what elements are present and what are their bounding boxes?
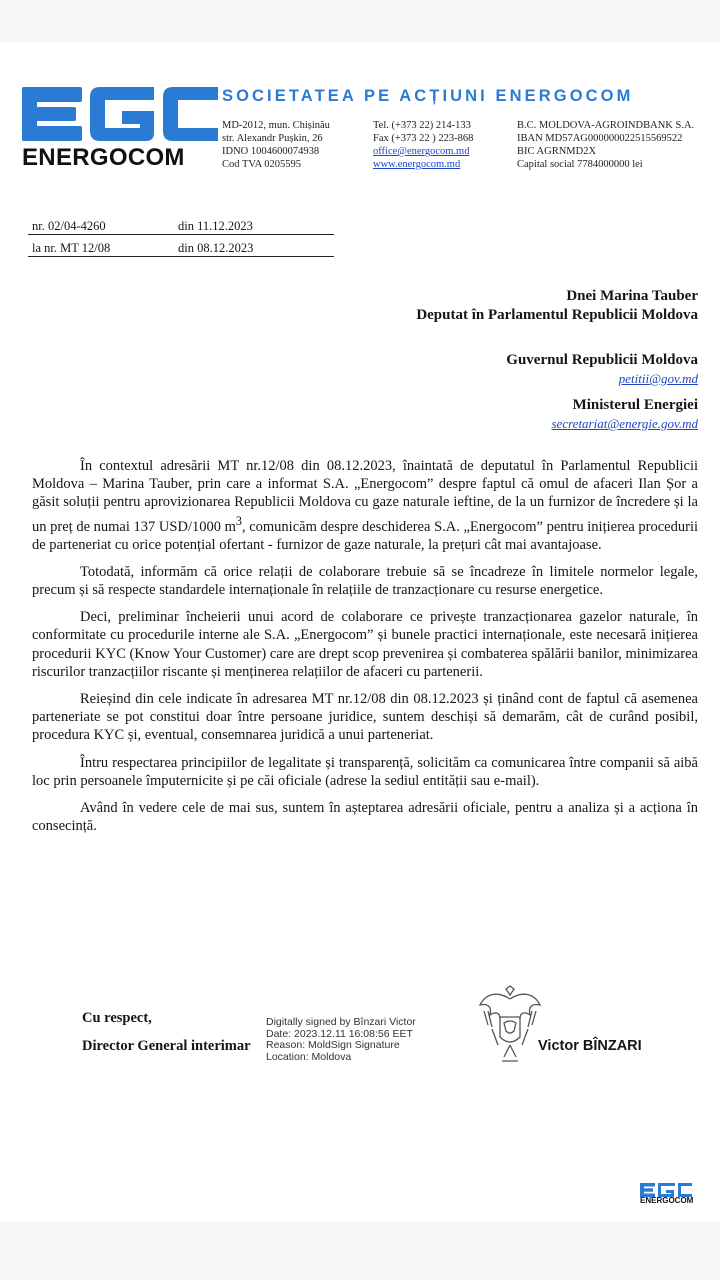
footer-wordmark: ENERGOCOM: [640, 1196, 694, 1205]
paragraph: În contextul adresării MT nr.12/08 din 08.12.2023, înaintată de deputatul în Parlamentul Republicii Moldova – Marina Tauber, prin care a informat S.A. „Energocom” despre faptul că omul de afaceri Ilan Șor a găsit soluții pentru aprovizionarea Republicii Moldova cu gaze naturale ieftine, de la un furnizor de încredere și la un preț de numai 137 USD/1000 $m^3$, comunicăm despre deschiderea S.A. „Energocom” pentru inițierea procedurii de parteneriat cu orice potențial ofertant - furnizor de gaze naturale, la prețuri cât mai avantajoase.: [32, 458, 698, 553]
capital-line: Capital social 7784000000 lei: [517, 159, 643, 170]
bic-line: BIC AGRNMD2X: [517, 146, 597, 157]
company-name: SOCIETATEA PE ACȚIUNI ENERGOCOM: [222, 87, 634, 105]
addressee-title: Deputat în Parlamentul Republicii Moldova: [416, 307, 698, 323]
bottom-margin-band: [0, 1222, 720, 1280]
letter-body: [32, 457, 698, 844]
digital-signature-block: [266, 1017, 416, 1063]
registration-underline: [28, 234, 334, 235]
signatory-role: Director General interimar: [82, 1038, 251, 1054]
registration-underline: [28, 256, 334, 257]
logo-wordmark: ENERGOCOM: [22, 144, 185, 171]
idno-line: IDNO 1004600074938: [222, 146, 320, 157]
addressee-ministry: Ministerul Energiei: [572, 397, 698, 413]
email-link[interactable]: office@energocom.md: [373, 146, 470, 157]
digital-signature-line: Location: Moldova: [266, 1050, 352, 1063]
company-address-block: [222, 119, 330, 171]
contacts-block: [373, 119, 473, 171]
digital-signature-line: Reason: MoldSign Signature: [266, 1039, 400, 1052]
moldova-coat-of-arms-icon: [478, 985, 542, 1067]
paragraph: Totodată, informăm că orice relații de colaborare trebuie să se încadreze în limitele normelor legale, precum și să respecte standardele internaționale în relațiile de tranzacționare cu resurse energetice.: [32, 563, 698, 599]
egc-logo: [22, 84, 218, 144]
top-margin-band: [0, 0, 720, 42]
website-link[interactable]: www.energocom.md: [373, 159, 461, 170]
paragraph: Reieșind din cele indicate în adresarea MT nr.12/08 din 08.12.2023 și ținând cont de faptul că asemenea parteneriate se pot constitui doar între persoane juridice, suntem deschiși să demarăm, cât de curând posibil, procedura KYC și, eventual, consemnarea juridică a unui parteneriat.: [32, 691, 698, 744]
digital-signature-line: Date: 2023.12.11 16:08:56 EET: [266, 1027, 413, 1040]
address-line: str. Alexandr Pușkin, 26: [222, 133, 323, 144]
addressee-name: Dnei Marina Tauber: [566, 288, 698, 304]
paragraph: Deci, preliminar încheierii unui acord de colaborare ce privește tranzacționarea gazelor naturale, în conformitate cu procedurile interne ale S.A. „Energocom” și bunele practici internaționale, este necesară inițierea procedurii KYC (Know Your Customer) care are drept scop prevenirea și combaterea spălării banilor, minimizarea riscurilor tranzacțiilor riscante și menținerea relațiilor de afaceri cu partenerii.: [32, 609, 698, 680]
signatory-name: Victor BÎNZARI: [538, 1038, 642, 1054]
outgoing-date: din 11.12.2023: [178, 219, 253, 233]
vat-line: Cod TVA 0205595: [222, 159, 301, 170]
digital-signature-line: Digitally signed by Bînzari Victor: [266, 1016, 416, 1028]
closing-text: Cu respect,: [82, 1010, 152, 1026]
ministry-email-link[interactable]: secretariat@energie.gov.md: [551, 416, 698, 431]
bank-name: B.C. MOLDOVA-AGROINDBANK S.A.: [517, 120, 695, 131]
iban-line: IBAN MD57AG000000022515569522: [517, 133, 683, 144]
address-line: MD-2012, mun. Chișinău: [222, 120, 330, 131]
paragraph: Având în vedere cele de mai sus, suntem în așteptarea adresării oficiale, pentru a analiza și a acționa în consecință.: [32, 800, 698, 835]
reference-number: la nr. MT 12/08: [32, 241, 111, 255]
outgoing-number: nr. 02/04-4260: [32, 219, 106, 233]
fax-line: Fax (+373 22 ) 223-868: [373, 133, 474, 144]
government-email-link[interactable]: petitii@gov.md: [618, 371, 698, 386]
paragraph: Întru respectarea principiilor de legalitate și transparență, solicităm ca comunicarea între companii să aibă loc prin persoanele împuternicite și pe căi oficiale (adrese la sediul entității sau e-mail).: [32, 754, 698, 789]
phone-line: Tel. (+373 22) 214-133: [373, 120, 471, 131]
bank-block: [517, 119, 694, 171]
reference-date: din 08.12.2023: [178, 241, 254, 255]
addressee-government: Guvernul Republicii Moldova: [506, 352, 698, 368]
